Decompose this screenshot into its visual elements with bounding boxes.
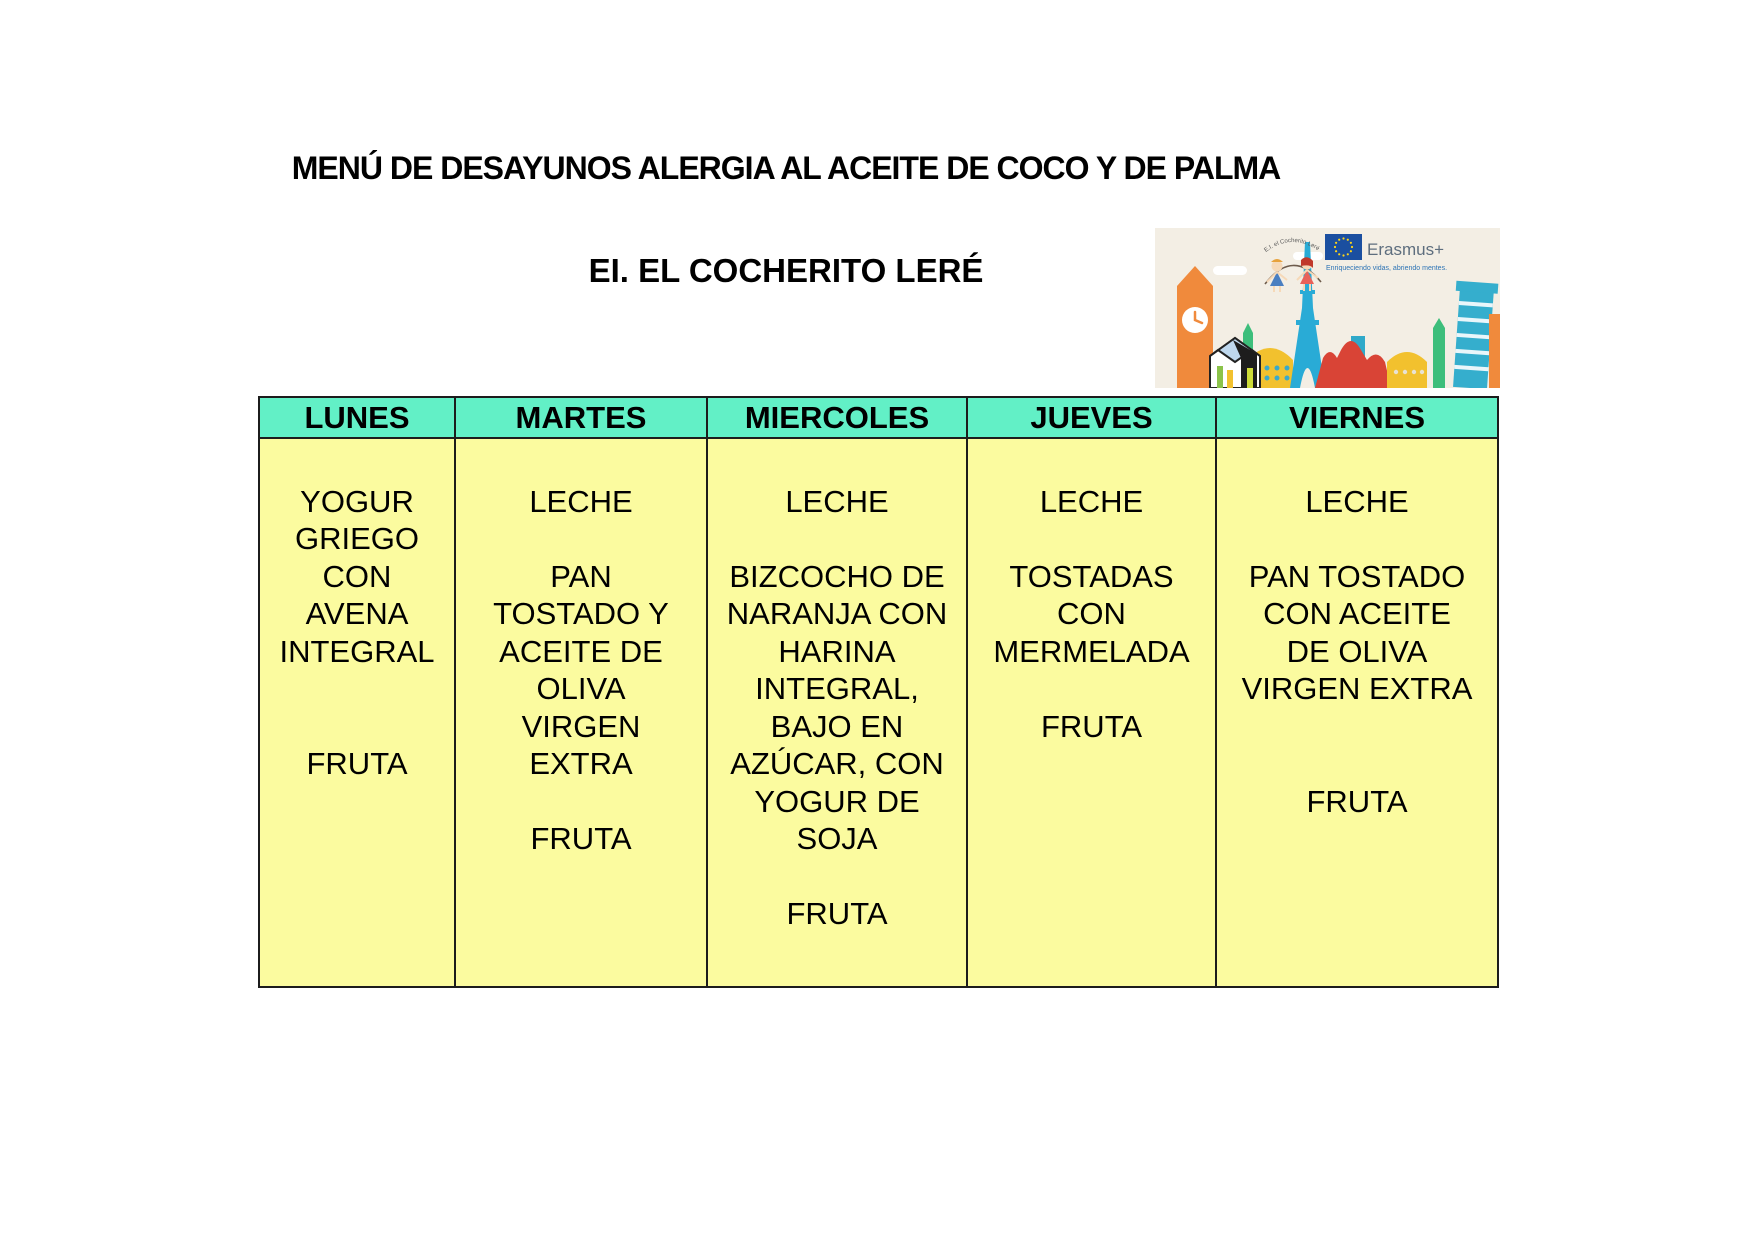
menu-line <box>1217 445 1497 483</box>
menu-line: AVENA <box>305 596 409 631</box>
menu-line: TOSTADO Y <box>493 596 669 631</box>
menu-cell-miercoles <box>708 439 966 986</box>
menu-cell-martes <box>456 439 706 986</box>
menu-line: MERMELADA <box>993 633 1190 669</box>
menu-line <box>968 445 1215 483</box>
day-header-miercoles: MIERCOLES <box>708 398 966 439</box>
menu-line: HARINA <box>778 633 896 669</box>
menu-line <box>1217 520 1497 558</box>
menu-line <box>708 858 966 896</box>
menu-column-lunes <box>260 398 454 986</box>
menu-line: FRUTA <box>530 821 632 856</box>
document-title: MENÚ DE DESAYUNOS ALERGIA AL ACEITE DE COCO Y DE PALMA <box>291 150 1281 186</box>
menu-table <box>258 396 1499 988</box>
menu-line: PAN <box>550 558 612 594</box>
menu-line: YOGUR DE <box>754 783 920 819</box>
day-header-lunes: LUNES <box>260 398 454 439</box>
menu-line: EXTRA <box>529 746 633 781</box>
menu-line: LECHE <box>1039 483 1144 519</box>
school-erasmus-logo <box>1155 228 1500 388</box>
menu-line <box>1217 708 1497 746</box>
menu-line <box>968 670 1215 708</box>
menu-line <box>968 520 1215 558</box>
menu-line: FRUTA <box>1040 708 1143 744</box>
erasmus-wordmark: Erasmus+ <box>1367 240 1444 259</box>
menu-line: FRUTA <box>306 746 408 781</box>
menu-line: SOJA <box>796 821 878 856</box>
menu-line <box>708 520 966 558</box>
day-header-jueves: JUEVES <box>968 398 1215 439</box>
menu-line <box>1217 745 1497 783</box>
menu-line: LECHE <box>529 483 633 519</box>
erasmus-tagline: Enriqueciendo vidas, abriendo mentes. <box>1326 265 1448 272</box>
menu-line <box>260 445 454 483</box>
menu-line: CON <box>1057 596 1126 631</box>
menu-line: DE OLIVA <box>1286 633 1428 669</box>
menu-line: CON <box>322 558 392 594</box>
eu-flag-icon <box>1325 234 1362 260</box>
menu-line: PAN TOSTADO <box>1248 558 1466 594</box>
menu-line: OLIVA <box>536 671 626 706</box>
menu-line: BAJO EN <box>770 708 904 744</box>
menu-line: GRIEGO <box>294 521 419 556</box>
menu-cell-jueves <box>968 439 1215 986</box>
menu-column-jueves <box>966 398 1215 986</box>
menu-line <box>456 783 706 821</box>
menu-column-martes <box>454 398 706 986</box>
menu-line <box>456 445 706 483</box>
svg-text:E.I. el Cocherito Leré: E.I. el Cocherito Leré <box>1263 237 1321 254</box>
menu-line: BIZCOCHO DE <box>729 558 945 594</box>
menu-line: NARANJA CON <box>726 596 948 631</box>
menu-line: YOGUR <box>300 483 414 519</box>
menu-line <box>456 520 706 558</box>
menu-line: FRUTA <box>1306 783 1408 819</box>
city-skyline-illustration <box>1155 228 1500 388</box>
menu-line: ACEITE DE <box>499 633 663 669</box>
menu-line <box>260 670 454 708</box>
menu-line: LECHE <box>1305 483 1409 519</box>
menu-line <box>708 445 966 483</box>
menu-column-miercoles <box>706 398 966 986</box>
menu-column-viernes <box>1215 398 1497 986</box>
document-subtitle: EI. EL COCHERITO LERÉ <box>588 252 984 289</box>
menu-line: LECHE <box>785 483 889 519</box>
day-header-viernes: VIERNES <box>1217 398 1497 439</box>
menu-line <box>260 708 454 746</box>
menu-line: FRUTA <box>786 896 888 931</box>
day-header-martes: MARTES <box>456 398 706 439</box>
menu-cell-lunes <box>260 439 454 986</box>
menu-line: VIRGEN <box>521 708 641 744</box>
menu-line: VIRGEN EXTRA <box>1241 671 1473 706</box>
menu-line: INTEGRAL <box>279 633 435 669</box>
menu-line: CON ACEITE <box>1263 596 1451 631</box>
menu-cell-viernes <box>1217 439 1497 986</box>
menu-line: TOSTADAS <box>1009 558 1174 594</box>
menu-line: INTEGRAL, <box>755 671 919 706</box>
menu-line: AZÚCAR, CON <box>730 746 944 781</box>
